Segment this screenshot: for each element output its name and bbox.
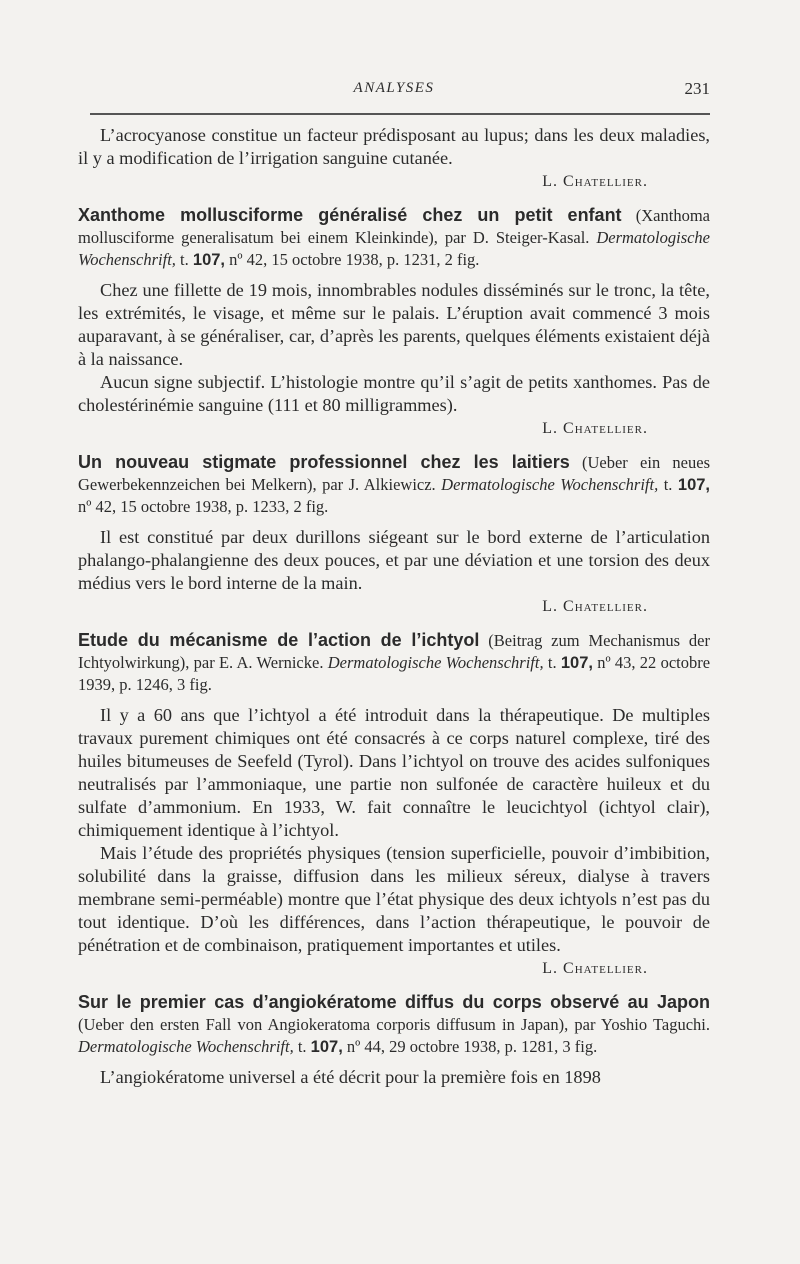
volume-number: 107, <box>560 654 593 672</box>
page-content <box>78 124 710 1089</box>
author-signature: L. Chatellier. <box>542 173 648 190</box>
citation-details: nº 43, 22 octobre 1939, p. 1246, 3 fig. <box>78 653 711 694</box>
journal-name: Dermatologische Wochenschrift, <box>441 475 659 494</box>
paragraph: L’acrocyanose constitue un facteur prédisposant au lupus; dans les deux maladies, il y a modification de l’irrigation sanguine cutanée. <box>78 125 710 168</box>
citation-details: nº 44, 29 octobre 1938, p. 1281, 3 fig. <box>346 1037 598 1056</box>
journal-name: Dermatologische Wochenschrift, <box>327 653 544 672</box>
entry-continuation <box>78 124 710 193</box>
citation-details: nº 42, 15 octobre 1938, p. 1231, 2 fig. <box>229 250 480 269</box>
entry-title: Xanthome mollusciforme généralisé chez un petit enfant <box>78 205 622 225</box>
page-number: 231 <box>684 79 710 98</box>
volume-number: 107, <box>677 476 711 494</box>
author-signature: L. Chatellier. <box>542 598 648 615</box>
author-signature: L. Chatellier. <box>542 960 648 977</box>
volume-number: 107, <box>310 1038 343 1056</box>
paragraph: Chez une fillette de 19 mois, innombrables nodules disséminés sur le tronc, la tête, les extrémités, le visage, et même sur le palais. L’éruption avait commencé 3 mois auparavant, à se généraliser, car, d’après les parents, quelques éléments existaient déjà à la naissance. <box>78 280 710 369</box>
running-title: ANALYSES <box>353 80 435 96</box>
paragraph: Il est constitué par deux durillons siégeant sur le bord externe de l’articulation phalango-phalangienne des deux pouces, et par une déviation et une torsion des deux médius vers le bord interne de la main. <box>78 527 710 593</box>
entry-ichtyol <box>78 629 710 980</box>
entry-heading <box>78 204 710 271</box>
entry-xanthome <box>78 204 710 440</box>
entry-body <box>78 704 710 957</box>
citation-prefix: t. <box>180 250 189 269</box>
entry-title: Sur le premier cas d’angiokératome diffus du corps observé au Japon <box>78 992 710 1012</box>
journal-name: Dermatologische Wochenschrift, <box>78 228 711 269</box>
citation-details: nº 42, 15 octobre 1938, p. 1233, 2 fig. <box>78 497 329 516</box>
paragraph: L’angiokératome universel a été décrit pour la première fois en 1898 <box>100 1067 601 1087</box>
entry-body <box>78 1066 710 1089</box>
entry-heading <box>78 629 710 696</box>
author-signature: L. Chatellier. <box>542 420 648 437</box>
citation-prefix: t. <box>663 475 673 494</box>
original-title: (Ueber den ersten Fall von Angiokeratoma corporis diffusum in Japan), par Yoshio Taguchi. <box>78 1015 710 1034</box>
entry-title: Un nouveau stigmate professionnel chez les laitiers <box>78 452 570 472</box>
citation-prefix: t. <box>547 653 557 672</box>
entry-body <box>78 279 710 417</box>
entry-body <box>78 526 710 595</box>
volume-number: 107, <box>192 251 226 269</box>
page-header <box>78 78 710 106</box>
paragraph: Mais l’étude des propriétés physiques (tension superficielle, pouvoir d’imbibition, solubilité dans la graisse, diffusion dans les milieux séreux, dialyse à travers membrane semi-perméable) montre que l’état physique des deux ichtyols n’est pas du tout identique. D’où les différences, dans l’action thérapeutique, le pouvoir de pénétration et de combinaison, pratiquement importantes et utiles. <box>78 843 710 955</box>
header-rule <box>90 113 710 115</box>
original-title: (Ueber ein neues Gewerbekennzeichen bei Melkern), par J. Alkiewicz. <box>78 453 710 494</box>
original-title: (Xanthoma mollusciforme generalisatum bei einem Kleinkinde), par D. Steiger-Kasal. <box>78 206 710 247</box>
original-title: (Beitrag zum Mechanismus der Ichtyolwirkung), par E. A. Wernicke. <box>78 631 711 672</box>
entry-title: Etude du mécanisme de l’action de l’ichtyol <box>78 630 480 650</box>
journal-name: Dermatologische Wochenschrift, <box>78 1037 294 1056</box>
citation-prefix: t. <box>297 1037 307 1056</box>
paragraph: Aucun signe subjectif. L’histologie montre qu’il s’agit de petits xanthomes. Pas de cholestérinémie sanguine (111 et 80 milligrammes). <box>78 372 710 415</box>
entry-stigmate <box>78 451 710 618</box>
entry-angiokeratome <box>78 991 710 1089</box>
paragraph: Il y a 60 ans que l’ichtyol a été introduit dans la thérapeutique. De multiples travaux purement chimiques ont été consacrés à ce corps naturel complexe, tiré des huiles bitumeuses de Seefeld (Tyrol). Dans l’ichtyol on trouve des acides sulfoniques neutralisés par l’ammoniaque, une partie non sulfonée de caractère huileux et du sulfate d’ammonium. En 1933, W. fait connaître le leucichtyol (ichtyol clair), chimiquement identique à l’ichtyol. <box>78 705 710 840</box>
entry-heading <box>78 991 710 1058</box>
entry-heading <box>78 451 710 518</box>
